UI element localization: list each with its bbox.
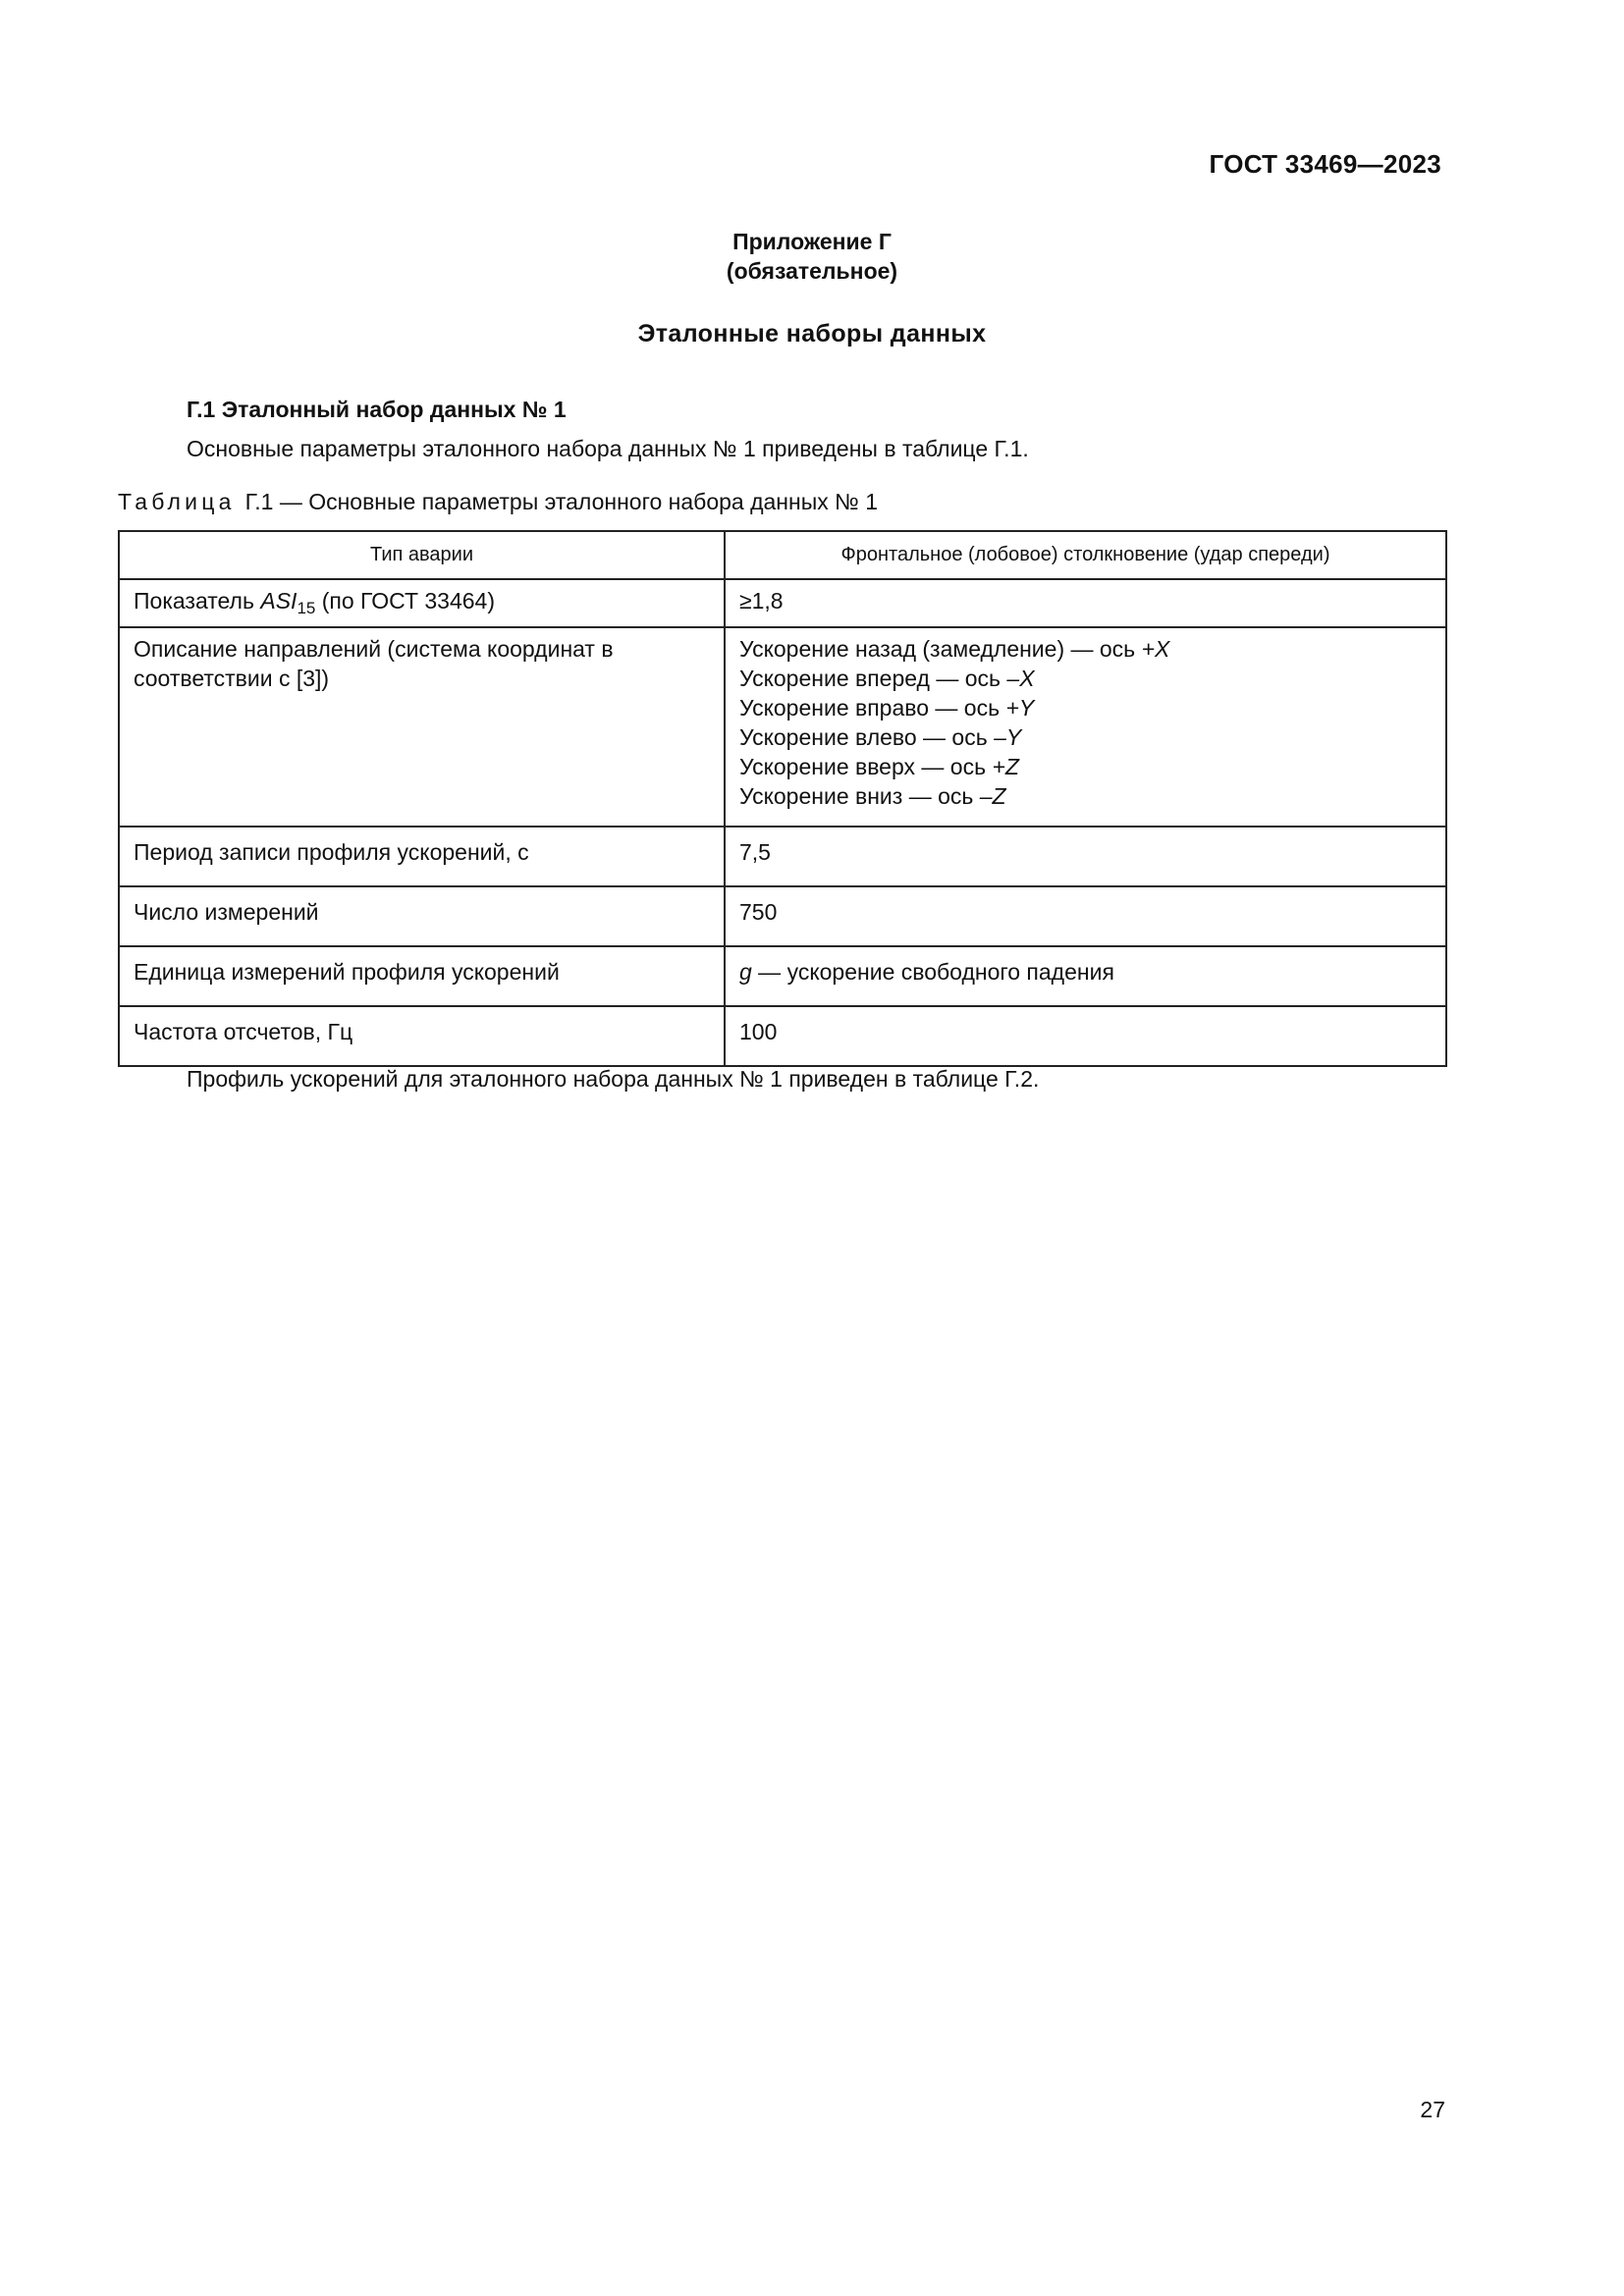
direction-line [739, 664, 1432, 693]
document-code: ГОСТ 33469—2023 [1209, 149, 1441, 179]
asi-symbol: ASI [260, 588, 298, 614]
direction-text: Ускорение вниз — ось [739, 783, 980, 809]
frequency-value-cell: 100 [725, 1006, 1446, 1066]
closing-paragraph: Профиль ускорений для эталонного набора данных № 1 приведен в таблице Г.2. [187, 1066, 1040, 1092]
direction-text: Ускорение влево — ось [739, 724, 995, 750]
table-caption-text: Г.1 — Основные параметры эталонного набора данных № 1 [244, 489, 878, 514]
direction-text: Ускорение вправо — ось [739, 695, 1006, 721]
direction-text: Ускорение вперед — ось [739, 666, 1007, 691]
direction-text: Ускорение назад (замедление) — ось [739, 636, 1142, 662]
directions-label-cell: Описание направлений (система координат в соответствии с [3]) [119, 627, 725, 827]
asi-label-suffix: (по ГОСТ 33464) [315, 588, 496, 614]
annex-status: (обязательное) [726, 258, 898, 284]
asi-subscript: 15 [297, 599, 316, 617]
subsection-title: Г.1 Эталонный набор данных № 1 [187, 397, 567, 422]
header-cell-crash-type: Тип аварии [119, 531, 725, 579]
direction-line [739, 752, 1432, 781]
annex-title: Приложение Г [732, 229, 892, 254]
direction-axis: +X [1141, 636, 1170, 662]
table-row-count [119, 886, 1446, 946]
table-row-asi [119, 579, 1446, 627]
direction-axis: –Y [994, 724, 1022, 750]
directions-value-cell [725, 627, 1446, 827]
table-header-row [119, 531, 1446, 579]
table-row-directions [119, 627, 1446, 827]
table-row-period [119, 827, 1446, 886]
direction-axis: +Z [992, 754, 1019, 779]
table-caption [118, 489, 878, 515]
asi-label-prefix: Показатель [134, 588, 261, 614]
unit-value-cell [725, 946, 1446, 1006]
period-label-cell: Период записи профиля ускорений, с [119, 827, 725, 886]
intro-paragraph: Основные параметры эталонного набора данных № 1 приведены в таблице Г.1. [187, 436, 1029, 461]
table-row-frequency [119, 1006, 1446, 1066]
unit-text: — ускорение свободного падения [751, 959, 1114, 985]
direction-axis: –X [1006, 666, 1035, 691]
unit-label-cell: Единица измерений профиля ускорений [119, 946, 725, 1006]
count-label-cell: Число измерений [119, 886, 725, 946]
section-title: Эталонные наборы данных [637, 320, 987, 347]
unit-symbol: g [739, 959, 752, 985]
frequency-label-cell: Частота отсчетов, Гц [119, 1006, 725, 1066]
table-caption-label: Таблица [118, 489, 236, 514]
table-row-unit [119, 946, 1446, 1006]
header-cell-crash-value: Фронтальное (лобовое) столкновение (удар спереди) [725, 531, 1446, 579]
direction-line [739, 722, 1432, 752]
direction-axis: +Y [1005, 695, 1035, 721]
page-number: 27 [1420, 2097, 1445, 2122]
direction-line [739, 693, 1432, 722]
direction-axis: –Z [979, 783, 1006, 809]
asi-label-cell [119, 579, 725, 627]
count-value-cell: 750 [725, 886, 1446, 946]
asi-value-cell: ≥1,8 [725, 579, 1446, 627]
period-value-cell: 7,5 [725, 827, 1446, 886]
direction-line [739, 634, 1432, 664]
direction-text: Ускорение вверх — ось [739, 754, 993, 779]
direction-line [739, 781, 1432, 811]
parameters-table [118, 530, 1447, 1067]
